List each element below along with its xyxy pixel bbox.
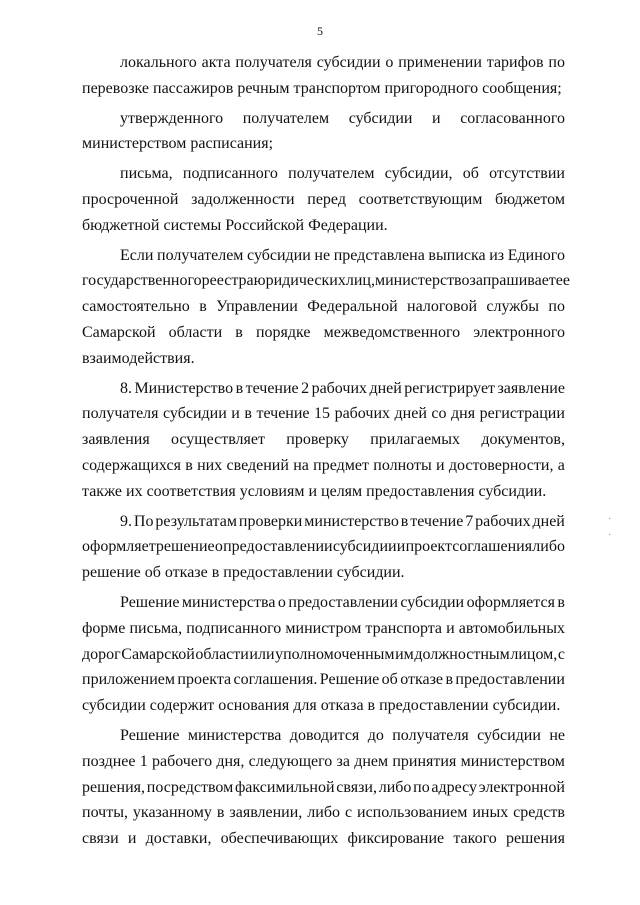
text-line: 8. Министерство в течение 2 рабочих дней регистрирует заявление <box>120 379 565 397</box>
paragraph <box>82 509 565 586</box>
text-line: заявления осуществляет проверку прилагаемых документов, <box>82 431 565 449</box>
document-body <box>82 50 570 856</box>
paragraph <box>82 376 565 505</box>
text-line: Самарской области в порядке межведомственного электронного <box>82 323 565 341</box>
text-line: просроченной задолженности перед соответствующим бюджетом <box>82 190 565 208</box>
text-line: форме письма, подписанного министром транспорта и автомобильных <box>82 619 565 637</box>
text-line: самостоятельно в Управлении Федеральной налоговой службы по <box>82 298 565 316</box>
text-line: перевозке пассажиров речным транспортом пригородного сообщения; <box>82 79 562 97</box>
text-line: позднее 1 рабочего дня, следующего за днем принятия министерством <box>82 752 565 770</box>
text-line: также их соответствия условиям и целям предоставления субсидии. <box>82 482 547 500</box>
paragraph <box>82 723 565 852</box>
text-line: дорог Самарской области или уполномоченным им должностным лицом, с <box>82 645 565 663</box>
text-line: государственного реестра юридических лиц, министерство запрашивает ее <box>82 272 570 290</box>
text-line: 9. По результатам проверки министерство в течение 7 рабочих дней <box>120 512 565 530</box>
text-line: Решение министерства доводится до получателя субсидии не <box>120 726 565 744</box>
text-line: приложением проекта соглашения. Решение об отказе в предоставлении <box>82 671 565 689</box>
text-line: связи и доставки, обеспечивающих фиксирование такого решения <box>82 830 565 848</box>
text-line: Решение министерства о предоставлении субсидии оформляется в <box>120 593 565 611</box>
scan-mark: · <box>608 530 612 541</box>
text-line: утвержденного получателем субсидии и согласованного <box>120 109 565 127</box>
text-line: решения, посредством факсимильной связи, либо по адресу электронной <box>82 778 565 796</box>
text-line: субсидии содержит основания для отказа в предоставлении субсидии. <box>82 697 561 715</box>
text-line: почты, указанному в заявлении, либо с использованием иных средств <box>82 804 565 822</box>
text-line: бюджетной системы Российской Федерации. <box>82 216 388 234</box>
text-line: письма, подписанного получателем субсидии, об отсутствии <box>120 165 565 183</box>
paragraph <box>82 106 565 158</box>
scan-mark: · <box>608 514 612 525</box>
text-line: взаимодействия. <box>82 349 195 367</box>
paragraph <box>82 590 565 719</box>
paragraph <box>82 161 565 238</box>
text-line: получателя субсидии и в течение 15 рабочих дней со дня регистрации <box>82 405 565 423</box>
text-line: содержащихся в них сведений на предмет полноты и достоверности, а <box>82 456 565 474</box>
text-line: Если получателем субсидии не представлена выписка из Единого <box>120 246 565 264</box>
text-line: оформляет решение о предоставлении субсидии и проект соглашения либо <box>82 538 565 556</box>
text-line: министерством расписания; <box>82 135 274 153</box>
page-number: 5 <box>317 24 323 38</box>
paragraph <box>82 50 565 102</box>
paragraph <box>82 243 570 372</box>
text-line: локального акта получателя субсидии о применении тарифов по <box>120 54 565 71</box>
text-line: решение об отказе в предоставлении субсидии. <box>82 564 405 582</box>
